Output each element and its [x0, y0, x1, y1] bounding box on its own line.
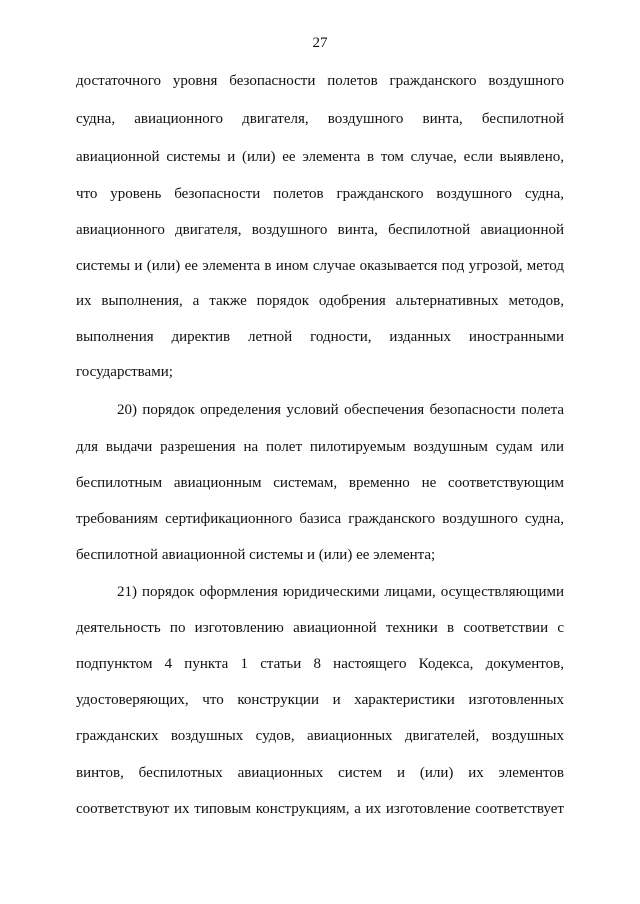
text-line: авиационной системы и (или) ее элемента в том случае, если выявлено,	[76, 149, 564, 165]
text-line: требованиям сертификационного базиса гражданского воздушного судна,	[76, 511, 564, 527]
text-line: судна, авиационного двигателя, воздушного винта, беспилотной	[76, 111, 564, 127]
text-line: системы и (или) ее элемента в ином случае оказывается под угрозой, метод	[76, 258, 564, 274]
text-line: винтов, беспилотных авиационных систем и (или) их элементов	[76, 765, 564, 781]
text-line: достаточного уровня безопасности полетов гражданского воздушного	[76, 73, 564, 89]
text-line: удостоверяющих, что конструкции и характеристики изготовленных	[76, 692, 564, 708]
text-line: беспилотным авиационным системам, временно не соответствующим	[76, 475, 564, 491]
paragraph-21-first-line: 21) порядок оформления юридическими лицами, осуществляющими	[117, 584, 564, 600]
page-number: 27	[312, 35, 328, 51]
text-line: государствами;	[76, 364, 173, 380]
text-line: подпунктом 4 пункта 1 статьи 8 настоящего Кодекса, документов,	[76, 656, 564, 672]
text-line: что уровень безопасности полетов гражданского воздушного судна,	[76, 186, 564, 202]
text-line: деятельность по изготовлению авиационной техники в соответствии с	[76, 620, 564, 636]
text-line: их выполнения, а также порядок одобрения альтернативных методов,	[76, 293, 564, 309]
paragraph-20-first-line: 20) порядок определения условий обеспечения безопасности полета	[117, 402, 564, 418]
text-line: выполнения директив летной годности, изданных иностранными	[76, 329, 564, 345]
text-line: авиационного двигателя, воздушного винта, беспилотной авиационной	[76, 222, 564, 238]
text-line: беспилотной авиационной системы и (или) ее элемента;	[76, 547, 436, 563]
text-line: для выдачи разрешения на полет пилотируемым воздушным судам или	[76, 439, 564, 455]
text-line: соответствуют их типовым конструкциям, а их изготовление соответствует	[76, 801, 564, 817]
text-line: гражданских воздушных судов, авиационных двигателей, воздушных	[76, 728, 564, 744]
